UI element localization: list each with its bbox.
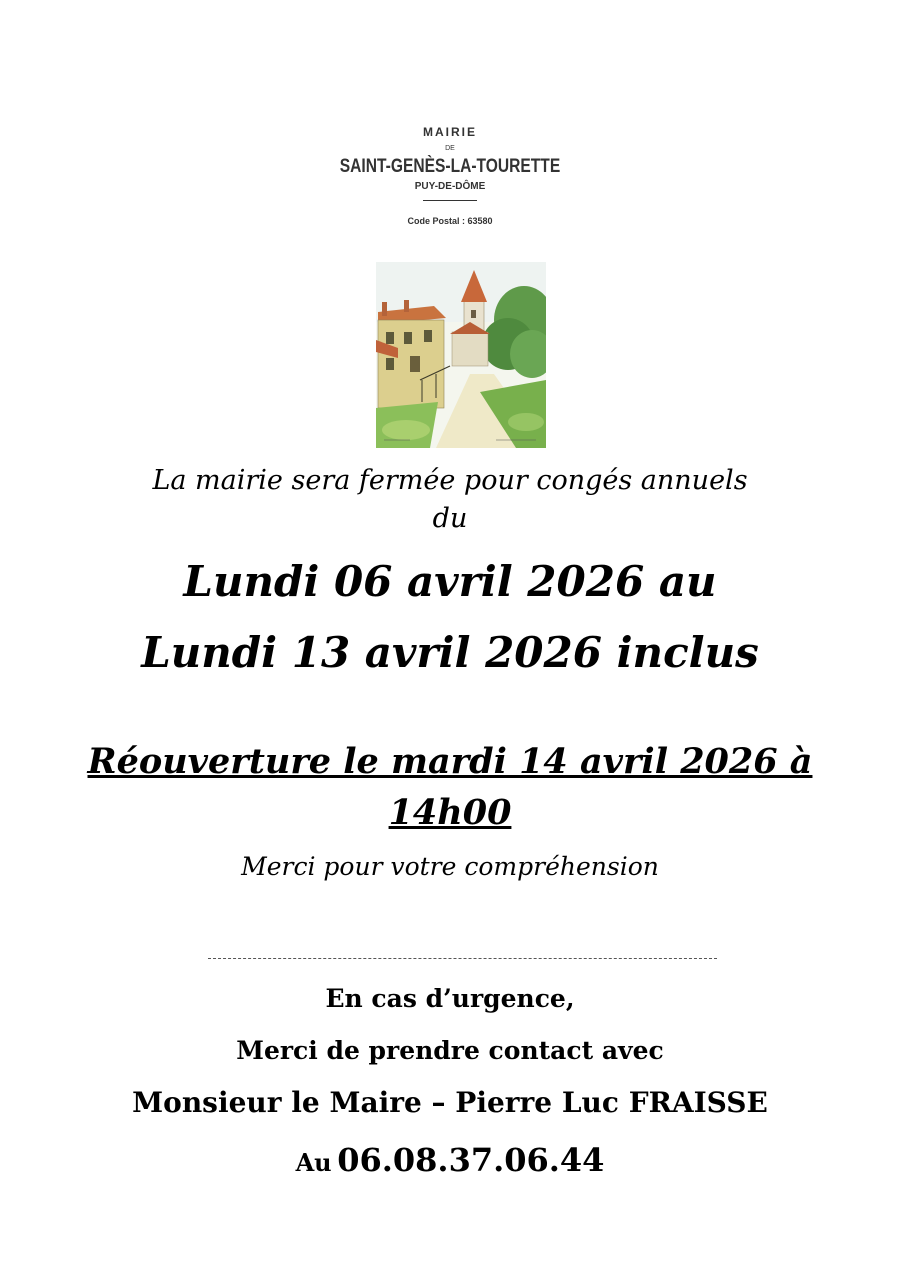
reopening-date: Réouverture le mardi 14 avril 2026 à bbox=[87, 741, 813, 782]
closure-intro-du: du bbox=[432, 503, 468, 534]
letterhead-de: DE bbox=[445, 145, 455, 152]
thanks-message: Merci pour votre compréhension bbox=[241, 852, 659, 881]
closure-end-date: Lundi 13 avril 2026 inclus bbox=[141, 628, 759, 677]
closure-start-date: Lundi 06 avril 2026 au bbox=[183, 557, 717, 606]
emergency-heading: En cas d’urgence, bbox=[325, 984, 575, 1013]
letterhead-departement: PUY-DE-DÔME bbox=[414, 181, 486, 192]
letterhead-postal-code: Code Postal : 63580 bbox=[407, 216, 493, 226]
village-watercolor-illustration bbox=[376, 262, 546, 448]
mayor-phone-line bbox=[0, 1140, 900, 1186]
reopening-time: 14h00 bbox=[388, 792, 512, 833]
emergency-instruction: Merci de prendre contact avec bbox=[236, 1036, 664, 1065]
dashed-divider bbox=[208, 958, 717, 959]
mayor-name: Monsieur le Maire – Pierre Luc FRAISSE bbox=[132, 1086, 768, 1119]
letterhead-mairie: MAIRIE bbox=[423, 125, 477, 139]
mayor-phone-number: 06.08.37.06.44 bbox=[337, 1141, 605, 1179]
letterhead bbox=[0, 124, 900, 227]
letterhead-commune: SAINT-GENÈS-LA-TOURETTE bbox=[339, 156, 561, 177]
letterhead-rule bbox=[423, 200, 477, 201]
phone-prefix: Au bbox=[295, 1148, 332, 1177]
closure-intro: La mairie sera fermée pour congés annuels bbox=[152, 465, 748, 496]
